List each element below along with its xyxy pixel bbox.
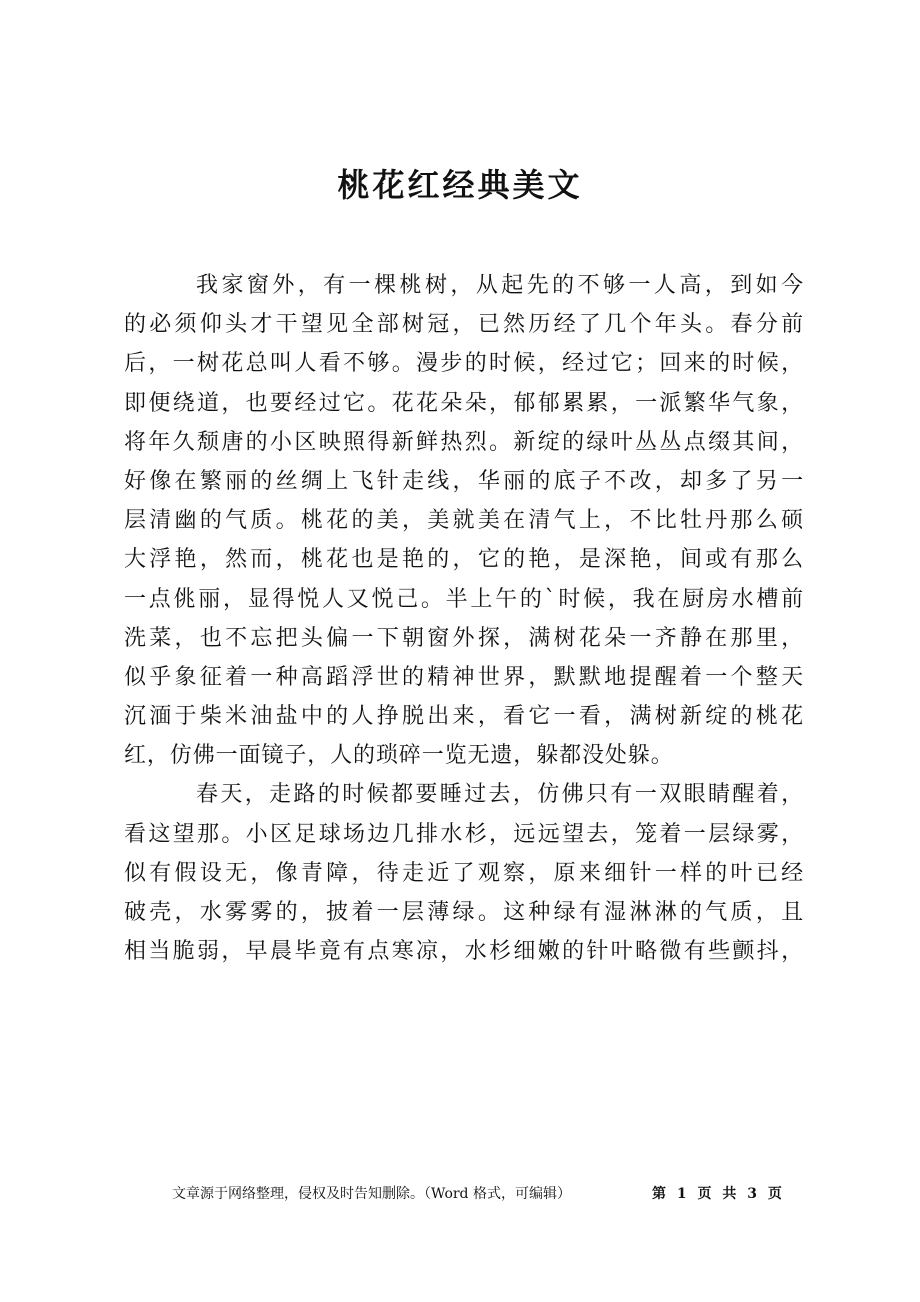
text-line: 大浮艳，然而，桃花也是艳的，它的艳，是深艳，间或有那么 [124, 547, 804, 573]
page-number: 第 1 页 共 3 页 [652, 1186, 785, 1202]
text-line: 红，仿佛一面镜子，人的琐碎一览无遗，躲都没处躲。 [124, 743, 674, 769]
footer-note: 文章源于网络整理，侵权及时告知删除。（Word 格式，可编辑） [172, 1186, 571, 1202]
text-line: 似有假设无，像青障，待走近了观察，原来细针一样的叶已经 [124, 860, 804, 886]
paragraph-2 [124, 775, 804, 971]
text-line: 即便绕道，也要经过它。花花朵朵，郁郁累累，一派繁华气象， [124, 390, 804, 416]
text-line: 一点佻丽，显得悦人又悦己。半上午的`时候，我在厨房水槽前 [124, 586, 804, 612]
text-line: 我家窗外，有一棵桃树，从起先的不够一人高，到如今 [196, 273, 804, 298]
text-line: 沉湎于柴米油盐中的人挣脱出来，看它一看，满树新绽的桃花 [124, 704, 804, 730]
text-line: 层清幽的气质。桃花的美，美就美在清气上，不比牡丹那么硕 [124, 508, 804, 534]
paragraph-1 [124, 266, 804, 775]
text-line: 好像在繁丽的丝绸上飞针走线，华丽的底子不改，却多了另一 [124, 468, 804, 494]
text-line: 后，一树花总叫人看不够。漫步的时候，经过它；回来的时候， [124, 351, 804, 377]
document-body [124, 266, 804, 971]
text-line: 破壳，水雾雾的，披着一层薄绿。这种绿有湿淋淋的气质，且 [124, 900, 804, 925]
text-line: 似乎象征着一种高蹈浮世的精神世界，默默地提醒着一个整天 [124, 664, 804, 690]
text-line: 看这望那。小区足球场边几排水杉，远远望去，笼着一层绿雾， [124, 821, 804, 847]
text-line: 相当脆弱，早晨毕竟有点寒凉，水杉细嫩的针叶略微有些颤抖， [124, 939, 804, 965]
text-line: 的必须仰头才干望见全部树冠，已然历经了几个年头。春分前 [124, 312, 804, 338]
document-title: 桃花红经典美文 [337, 166, 583, 204]
text-line: 春天，走路的时候都要睡过去，仿佛只有一双眼睛醒着， [196, 782, 804, 808]
text-line: 洗菜，也不忘把头偏一下朝窗外探，满树花朵一齐静在那里， [124, 625, 804, 651]
text-line: 将年久颓唐的小区映照得新鲜热烈。新绽的绿叶丛丛点缀其间， [124, 429, 804, 455]
